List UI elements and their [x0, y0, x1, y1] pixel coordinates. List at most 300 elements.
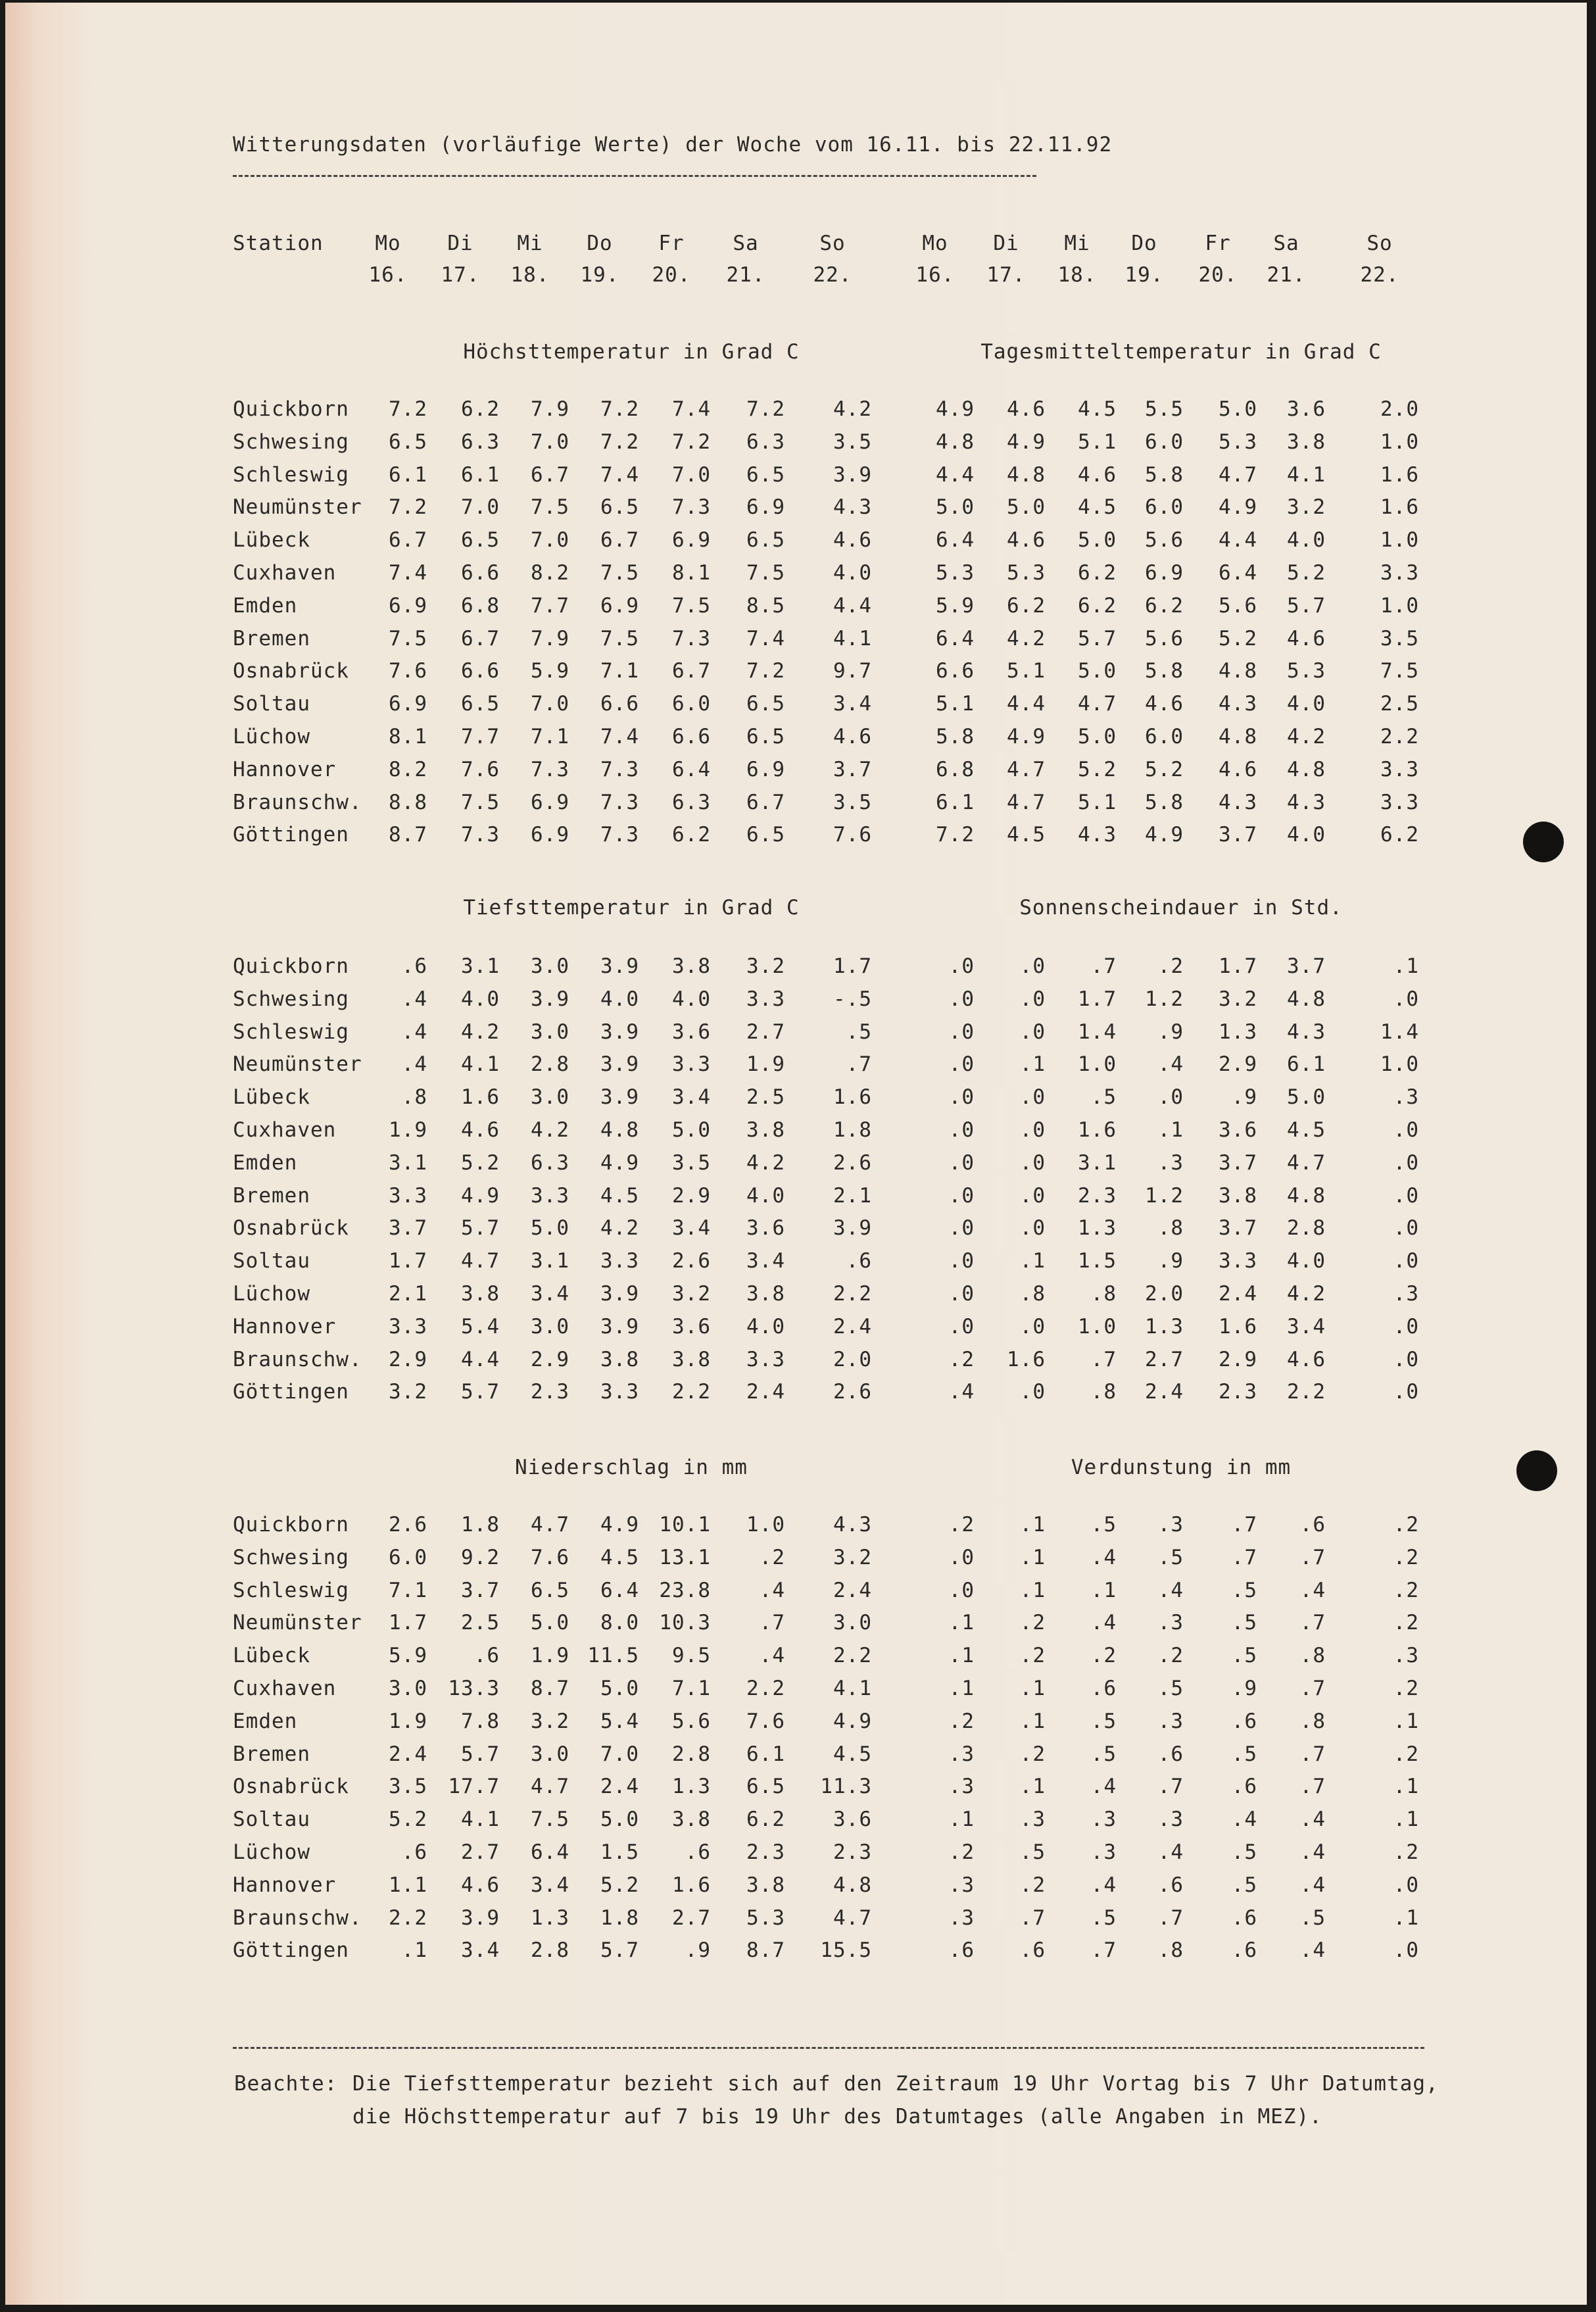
table-cell-left: 5.0: [600, 1808, 639, 1831]
table-cell-left: .9: [685, 1938, 711, 1962]
table-cell-right: .2: [1019, 1644, 1046, 1667]
table-cell-right: .1: [1019, 1677, 1046, 1700]
table-cell-left: 3.3: [746, 1348, 785, 1371]
table-cell-right: .0: [1393, 1938, 1419, 1962]
table-cell-left: 7.5: [531, 1808, 569, 1831]
table-cell-right: 4.6: [1219, 758, 1257, 781]
table-cell-right: .4: [1299, 1840, 1326, 1864]
table-cell-left: 3.4: [833, 692, 872, 716]
day-header-right: Sa: [1273, 232, 1299, 255]
table-cell-left: 7.3: [531, 758, 569, 781]
table-cell-right: .0: [1393, 1216, 1419, 1240]
table-cell-right: .3: [1393, 1282, 1419, 1306]
table-cell-left: 4.0: [600, 987, 639, 1011]
table-cell-left: 7.9: [531, 627, 569, 651]
table-cell-left: 10.3: [659, 1611, 711, 1635]
table-cell-right: 1.3: [1145, 1315, 1184, 1339]
table-cell-right: .1: [1019, 1052, 1046, 1076]
table-cell-right: 6.0: [1145, 725, 1184, 749]
section-title-left: Tiefsttemperatur in Grad C: [463, 896, 800, 920]
table-cell-right: .3: [948, 1742, 975, 1766]
table-cell-left: 4.5: [600, 1184, 639, 1208]
table-cell-right: .5: [1231, 1742, 1257, 1766]
table-cell-left: 8.7: [389, 823, 427, 847]
table-cell-right: .0: [1019, 1216, 1046, 1240]
table-cell-left: 1.9: [746, 1052, 785, 1076]
table-cell-left: 6.3: [746, 430, 785, 454]
table-cell-left: 4.2: [461, 1020, 500, 1044]
table-cell-right: 2.9: [1219, 1348, 1257, 1371]
table-cell-left: 13.1: [659, 1546, 711, 1569]
table-cell-right: .3: [1090, 1840, 1117, 1864]
table-cell-right: .7: [1299, 1742, 1326, 1766]
table-cell-right: .0: [948, 1216, 975, 1240]
table-cell-right: .3: [1090, 1808, 1117, 1831]
table-cell-left: 6.5: [746, 725, 785, 749]
table-cell-right: 4.5: [1007, 823, 1046, 847]
table-cell-left: 6.5: [461, 528, 500, 552]
table-cell-right: .8: [1157, 1216, 1184, 1240]
table-cell-right: .2: [1393, 1677, 1419, 1700]
table-cell-left: 6.9: [531, 823, 569, 847]
station-name: Schwesing: [233, 987, 349, 1011]
table-cell-right: .3: [1393, 1644, 1419, 1667]
section-title-left: Niederschlag in mm: [515, 1456, 748, 1479]
table-cell-left: 2.8: [531, 1938, 569, 1962]
table-cell-right: 5.1: [1078, 791, 1117, 814]
table-cell-right: 6.2: [1078, 594, 1117, 618]
table-cell-left: 7.6: [531, 1546, 569, 1569]
table-cell-left: 7.3: [600, 791, 639, 814]
table-cell-right: .1: [948, 1611, 975, 1635]
station-name: Neumünster: [233, 495, 362, 519]
table-cell-left: 3.2: [389, 1380, 427, 1404]
table-cell-left: 6.9: [672, 528, 711, 552]
table-cell-right: 4.0: [1287, 692, 1326, 716]
table-cell-left: 3.8: [746, 1118, 785, 1142]
day-header-left: Mo: [375, 232, 401, 255]
table-cell-left: 3.4: [461, 1938, 500, 1962]
table-cell-right: 5.6: [1145, 528, 1184, 552]
table-cell-left: 3.3: [531, 1184, 569, 1208]
table-cell-left: 2.7: [746, 1020, 785, 1044]
station-name: Schwesing: [233, 430, 349, 454]
section-title-left: Höchsttemperatur in Grad C: [463, 340, 800, 364]
table-cell-right: 2.4: [1145, 1380, 1184, 1404]
table-cell-right: 5.6: [1145, 627, 1184, 651]
table-cell-right: 5.5: [1145, 397, 1184, 421]
table-cell-right: 5.8: [1145, 463, 1184, 487]
table-cell-left: 3.7: [461, 1579, 500, 1602]
table-cell-left: 3.5: [389, 1775, 427, 1798]
table-cell-right: 5.1: [1078, 430, 1117, 454]
table-cell-left: 4.1: [461, 1052, 500, 1076]
table-cell-right: .5: [1231, 1840, 1257, 1864]
table-cell-right: .8: [1299, 1644, 1326, 1667]
date-header-right: 21.: [1267, 263, 1306, 287]
table-cell-right: 1.0: [1380, 430, 1419, 454]
table-cell-right: 4.6: [1007, 528, 1046, 552]
table-cell-right: 5.0: [1287, 1085, 1326, 1109]
station-name: Osnabrück: [233, 1775, 349, 1798]
date-header-right: 19.: [1124, 263, 1164, 287]
table-cell-left: 4.6: [833, 528, 872, 552]
table-cell-right: 4.7: [1007, 758, 1046, 781]
table-cell-right: .0: [1019, 1118, 1046, 1142]
table-cell-left: 1.3: [531, 1906, 569, 1930]
table-cell-left: 2.2: [746, 1677, 785, 1700]
table-cell-left: 7.2: [746, 397, 785, 421]
table-cell-left: 3.9: [600, 1085, 639, 1109]
table-cell-left: 13.3: [448, 1677, 500, 1700]
table-cell-left: 7.6: [461, 758, 500, 781]
table-cell-left: 6.5: [746, 1775, 785, 1798]
day-header-left: Do: [587, 232, 613, 255]
table-cell-left: .4: [759, 1579, 785, 1602]
table-cell-left: 8.7: [531, 1677, 569, 1700]
table-cell-left: 5.9: [531, 659, 569, 683]
table-cell-right: .7: [1090, 1938, 1117, 1962]
station-name: Braunschw.: [233, 791, 362, 814]
table-cell-right: .0: [948, 1085, 975, 1109]
table-cell-right: 4.7: [1078, 692, 1117, 716]
table-cell-right: .2: [1090, 1644, 1117, 1667]
table-cell-left: 7.4: [746, 627, 785, 651]
table-cell-right: 3.3: [1380, 758, 1419, 781]
table-cell-right: .6: [1231, 1938, 1257, 1962]
table-cell-right: 1.7: [1219, 954, 1257, 978]
table-cell-right: 4.4: [1219, 528, 1257, 552]
table-cell-right: .3: [1019, 1808, 1046, 1831]
table-cell-right: .7: [1231, 1546, 1257, 1569]
station-name: Osnabrück: [233, 1216, 349, 1240]
table-cell-left: 5.0: [531, 1216, 569, 1240]
table-cell-left: 5.2: [461, 1151, 500, 1175]
table-cell-left: 2.6: [833, 1151, 872, 1175]
table-cell-right: 4.9: [1219, 495, 1257, 519]
table-cell-left: 3.8: [461, 1282, 500, 1306]
table-cell-right: 6.2: [1007, 594, 1046, 618]
station-name: Quickborn: [233, 954, 349, 978]
table-cell-left: 2.9: [531, 1348, 569, 1371]
table-cell-right: 1.0: [1380, 528, 1419, 552]
table-cell-right: 6.4: [1219, 561, 1257, 585]
table-cell-right: 2.3: [1219, 1380, 1257, 1404]
table-cell-right: 5.8: [1145, 791, 1184, 814]
table-cell-left: 2.3: [531, 1380, 569, 1404]
table-cell-right: 2.8: [1287, 1216, 1326, 1240]
table-cell-right: 4.2: [1287, 1282, 1326, 1306]
table-cell-right: .1: [948, 1808, 975, 1831]
table-cell-left: 6.3: [531, 1151, 569, 1175]
station-name: Bremen: [233, 627, 310, 651]
punch-hole: [1516, 1450, 1557, 1491]
table-cell-right: .3: [948, 1906, 975, 1930]
table-cell-left: 6.7: [461, 627, 500, 651]
table-cell-right: 3.1: [1078, 1151, 1117, 1175]
day-header-left: Sa: [733, 232, 759, 255]
table-cell-right: 4.8: [936, 430, 975, 454]
note-line-2: die Höchsttemperatur auf 7 bis 19 Uhr des Datumtages (alle Angaben in MEZ).: [352, 2105, 1322, 2128]
table-cell-left: 6.5: [600, 495, 639, 519]
punch-hole: [1523, 822, 1564, 862]
station-name: Cuxhaven: [233, 1677, 337, 1700]
table-cell-left: 7.5: [672, 594, 711, 618]
station-name: Hannover: [233, 1873, 337, 1897]
table-cell-left: 3.1: [461, 954, 500, 978]
table-cell-right: .7: [1299, 1546, 1326, 1569]
table-cell-left: 2.4: [833, 1579, 872, 1602]
table-cell-left: 2.2: [833, 1644, 872, 1667]
table-cell-left: .4: [401, 1020, 427, 1044]
table-cell-left: .6: [685, 1840, 711, 1864]
table-cell-right: 4.0: [1287, 823, 1326, 847]
table-cell-left: 3.8: [746, 1873, 785, 1897]
station-name: Lüchow: [233, 725, 310, 749]
table-cell-right: 5.7: [1078, 627, 1117, 651]
table-cell-right: 5.0: [1078, 659, 1117, 683]
table-cell-left: 5.4: [461, 1315, 500, 1339]
table-cell-left: 4.4: [833, 594, 872, 618]
table-cell-right: 4.9: [1007, 430, 1046, 454]
table-cell-right: 6.0: [1145, 430, 1184, 454]
table-cell-right: .1: [948, 1677, 975, 1700]
table-cell-left: 7.6: [833, 823, 872, 847]
date-header-left: 17.: [441, 263, 480, 287]
table-cell-left: 6.2: [461, 397, 500, 421]
table-cell-left: 4.7: [461, 1249, 500, 1273]
table-cell-right: .6: [1019, 1938, 1046, 1962]
table-cell-left: 7.0: [531, 692, 569, 716]
note-line-1: Die Tiefsttemperatur bezieht sich auf den Zeitraum 19 Uhr Vortag bis 7 Uhr Datumtag,: [352, 2072, 1439, 2096]
table-cell-right: .2: [1019, 1742, 1046, 1766]
table-cell-left: 4.0: [833, 561, 872, 585]
table-cell-right: .0: [1393, 1315, 1419, 1339]
table-cell-right: .2: [1157, 1644, 1184, 1667]
table-cell-right: 4.7: [1219, 463, 1257, 487]
table-cell-right: 5.2: [1219, 627, 1257, 651]
table-cell-left: 6.7: [389, 528, 427, 552]
table-cell-right: 4.5: [1287, 1118, 1326, 1142]
table-cell-right: .9: [1157, 1020, 1184, 1044]
table-cell-right: 1.2: [1145, 1184, 1184, 1208]
table-cell-left: 2.8: [531, 1052, 569, 1076]
table-cell-left: 4.2: [746, 1151, 785, 1175]
table-cell-left: 2.4: [833, 1315, 872, 1339]
table-cell-right: .4: [1299, 1873, 1326, 1897]
table-cell-left: 4.1: [461, 1808, 500, 1831]
table-cell-left: 3.2: [746, 954, 785, 978]
table-cell-left: 7.9: [531, 397, 569, 421]
table-cell-left: 5.0: [600, 1677, 639, 1700]
table-cell-left: 7.5: [461, 791, 500, 814]
table-cell-left: 3.8: [672, 1348, 711, 1371]
table-cell-right: 1.6: [1380, 463, 1419, 487]
table-cell-right: .0: [948, 1052, 975, 1076]
station-name: Emden: [233, 1709, 298, 1733]
station-name: Braunschw.: [233, 1348, 362, 1371]
table-cell-right: .9: [1157, 1249, 1184, 1273]
table-cell-left: 6.9: [531, 791, 569, 814]
table-cell-left: 4.0: [746, 1184, 785, 1208]
table-cell-right: .4: [1090, 1775, 1117, 1798]
table-cell-right: .0: [1393, 1184, 1419, 1208]
table-cell-right: 6.1: [1287, 1052, 1326, 1076]
table-cell-right: .4: [1157, 1840, 1184, 1864]
table-cell-left: 3.3: [746, 987, 785, 1011]
table-cell-right: .6: [1157, 1873, 1184, 1897]
table-cell-right: .5: [1090, 1513, 1117, 1537]
table-cell-right: 4.5: [1078, 495, 1117, 519]
table-cell-right: .3: [1157, 1709, 1184, 1733]
table-cell-right: 4.7: [1287, 1151, 1326, 1175]
table-cell-left: 6.6: [672, 725, 711, 749]
table-cell-left: 2.4: [389, 1742, 427, 1766]
table-cell-left: 3.0: [531, 1020, 569, 1044]
table-cell-right: .0: [1393, 1118, 1419, 1142]
table-cell-left: 7.1: [531, 725, 569, 749]
note-divider: [233, 2047, 1424, 2049]
date-header-left: 22.: [813, 263, 852, 287]
table-cell-left: 2.0: [833, 1348, 872, 1371]
table-cell-left: 5.7: [461, 1380, 500, 1404]
table-cell-left: 3.4: [531, 1282, 569, 1306]
table-cell-right: .8: [1090, 1282, 1117, 1306]
table-cell-right: .2: [948, 1513, 975, 1537]
table-cell-right: 6.4: [936, 528, 975, 552]
table-cell-left: 3.8: [672, 1808, 711, 1831]
day-header-right: Mi: [1064, 232, 1090, 255]
table-cell-left: 2.5: [461, 1611, 500, 1635]
table-cell-right: 4.3: [1287, 1020, 1326, 1044]
table-cell-left: 6.2: [746, 1808, 785, 1831]
table-cell-left: 6.5: [389, 430, 427, 454]
table-cell-left: 2.7: [672, 1906, 711, 1930]
table-cell-left: 6.5: [746, 692, 785, 716]
station-name: Schleswig: [233, 1579, 349, 1602]
table-cell-left: 3.2: [531, 1709, 569, 1733]
table-cell-left: 6.6: [461, 659, 500, 683]
table-cell-right: .0: [1019, 954, 1046, 978]
date-header-left: 19.: [580, 263, 619, 287]
table-cell-right: .0: [1393, 1348, 1419, 1371]
station-name: Cuxhaven: [233, 1118, 337, 1142]
table-cell-right: .1: [1090, 1579, 1117, 1602]
table-cell-left: 8.1: [672, 561, 711, 585]
table-cell-left: .2: [759, 1546, 785, 1569]
table-cell-left: 7.2: [672, 430, 711, 454]
table-cell-right: .2: [948, 1840, 975, 1864]
station-name: Quickborn: [233, 397, 349, 421]
table-cell-left: 5.7: [600, 1938, 639, 1962]
table-cell-right: .7: [1157, 1906, 1184, 1930]
table-cell-left: 6.7: [531, 463, 569, 487]
station-name: Bremen: [233, 1742, 310, 1766]
table-cell-left: 3.9: [461, 1906, 500, 1930]
table-cell-right: .3: [1157, 1808, 1184, 1831]
table-cell-left: 2.5: [746, 1085, 785, 1109]
table-cell-left: 1.1: [389, 1873, 427, 1897]
table-cell-left: 8.5: [746, 594, 785, 618]
day-header-left: Mi: [517, 232, 543, 255]
table-cell-right: .1: [1019, 1513, 1046, 1537]
table-cell-left: 3.3: [600, 1249, 639, 1273]
table-cell-right: 4.3: [1219, 791, 1257, 814]
table-cell-right: .5: [1019, 1840, 1046, 1864]
table-cell-right: .1: [1019, 1249, 1046, 1273]
table-cell-left: 6.3: [672, 791, 711, 814]
table-cell-left: 8.7: [746, 1938, 785, 1962]
table-cell-right: .6: [1231, 1906, 1257, 1930]
table-cell-right: 4.3: [1287, 791, 1326, 814]
date-header-right: 22.: [1360, 263, 1399, 287]
table-cell-right: 6.2: [1380, 823, 1419, 847]
station-name: Lübeck: [233, 1644, 310, 1667]
table-cell-right: .0: [1157, 1085, 1184, 1109]
table-cell-left: 6.2: [672, 823, 711, 847]
table-cell-right: .0: [948, 1282, 975, 1306]
table-cell-left: 3.4: [672, 1085, 711, 1109]
table-cell-right: 4.5: [1078, 397, 1117, 421]
table-cell-left: 7.5: [531, 495, 569, 519]
table-cell-left: 17.7: [448, 1775, 500, 1798]
table-cell-left: 3.3: [389, 1184, 427, 1208]
table-cell-right: .0: [1019, 1151, 1046, 1175]
table-cell-left: 2.8: [672, 1742, 711, 1766]
table-cell-right: 4.4: [1007, 692, 1046, 716]
table-cell-left: 11.3: [820, 1775, 872, 1798]
table-cell-right: 2.0: [1145, 1282, 1184, 1306]
table-cell-left: 7.3: [672, 495, 711, 519]
table-cell-right: .4: [1299, 1808, 1326, 1831]
table-cell-right: 2.5: [1380, 692, 1419, 716]
table-cell-right: .4: [948, 1380, 975, 1404]
table-cell-right: .4: [1090, 1873, 1117, 1897]
table-cell-right: .7: [1090, 954, 1117, 978]
table-cell-right: .3: [948, 1775, 975, 1798]
table-cell-left: 5.4: [600, 1709, 639, 1733]
table-cell-left: .1: [401, 1938, 427, 1962]
table-cell-left: 4.3: [833, 495, 872, 519]
date-header-left: 16.: [368, 263, 408, 287]
table-cell-right: 5.0: [936, 495, 975, 519]
table-cell-right: .2: [1019, 1611, 1046, 1635]
table-cell-left: 4.9: [600, 1513, 639, 1537]
table-cell-left: 5.2: [600, 1873, 639, 1897]
table-cell-left: 7.0: [600, 1742, 639, 1766]
table-cell-right: 4.8: [1219, 725, 1257, 749]
table-cell-right: .0: [948, 954, 975, 978]
table-cell-right: 2.4: [1219, 1282, 1257, 1306]
table-cell-left: 4.3: [833, 1513, 872, 1537]
station-name: Soltau: [233, 1249, 310, 1273]
table-cell-right: 1.6: [1380, 495, 1419, 519]
table-cell-left: 7.0: [461, 495, 500, 519]
station-name: Soltau: [233, 692, 310, 716]
note-label: Beachte:: [234, 2072, 338, 2096]
table-cell-right: .2: [1393, 1611, 1419, 1635]
table-cell-right: .4: [1090, 1546, 1117, 1569]
table-cell-right: .1: [1019, 1709, 1046, 1733]
table-cell-right: 1.6: [1219, 1315, 1257, 1339]
table-cell-left: 4.7: [531, 1513, 569, 1537]
table-cell-left: 8.8: [389, 791, 427, 814]
station-name: Emden: [233, 594, 298, 618]
table-cell-left: 3.0: [531, 954, 569, 978]
table-cell-left: 3.5: [833, 791, 872, 814]
table-cell-right: 5.1: [936, 692, 975, 716]
table-cell-right: .3: [1157, 1513, 1184, 1537]
